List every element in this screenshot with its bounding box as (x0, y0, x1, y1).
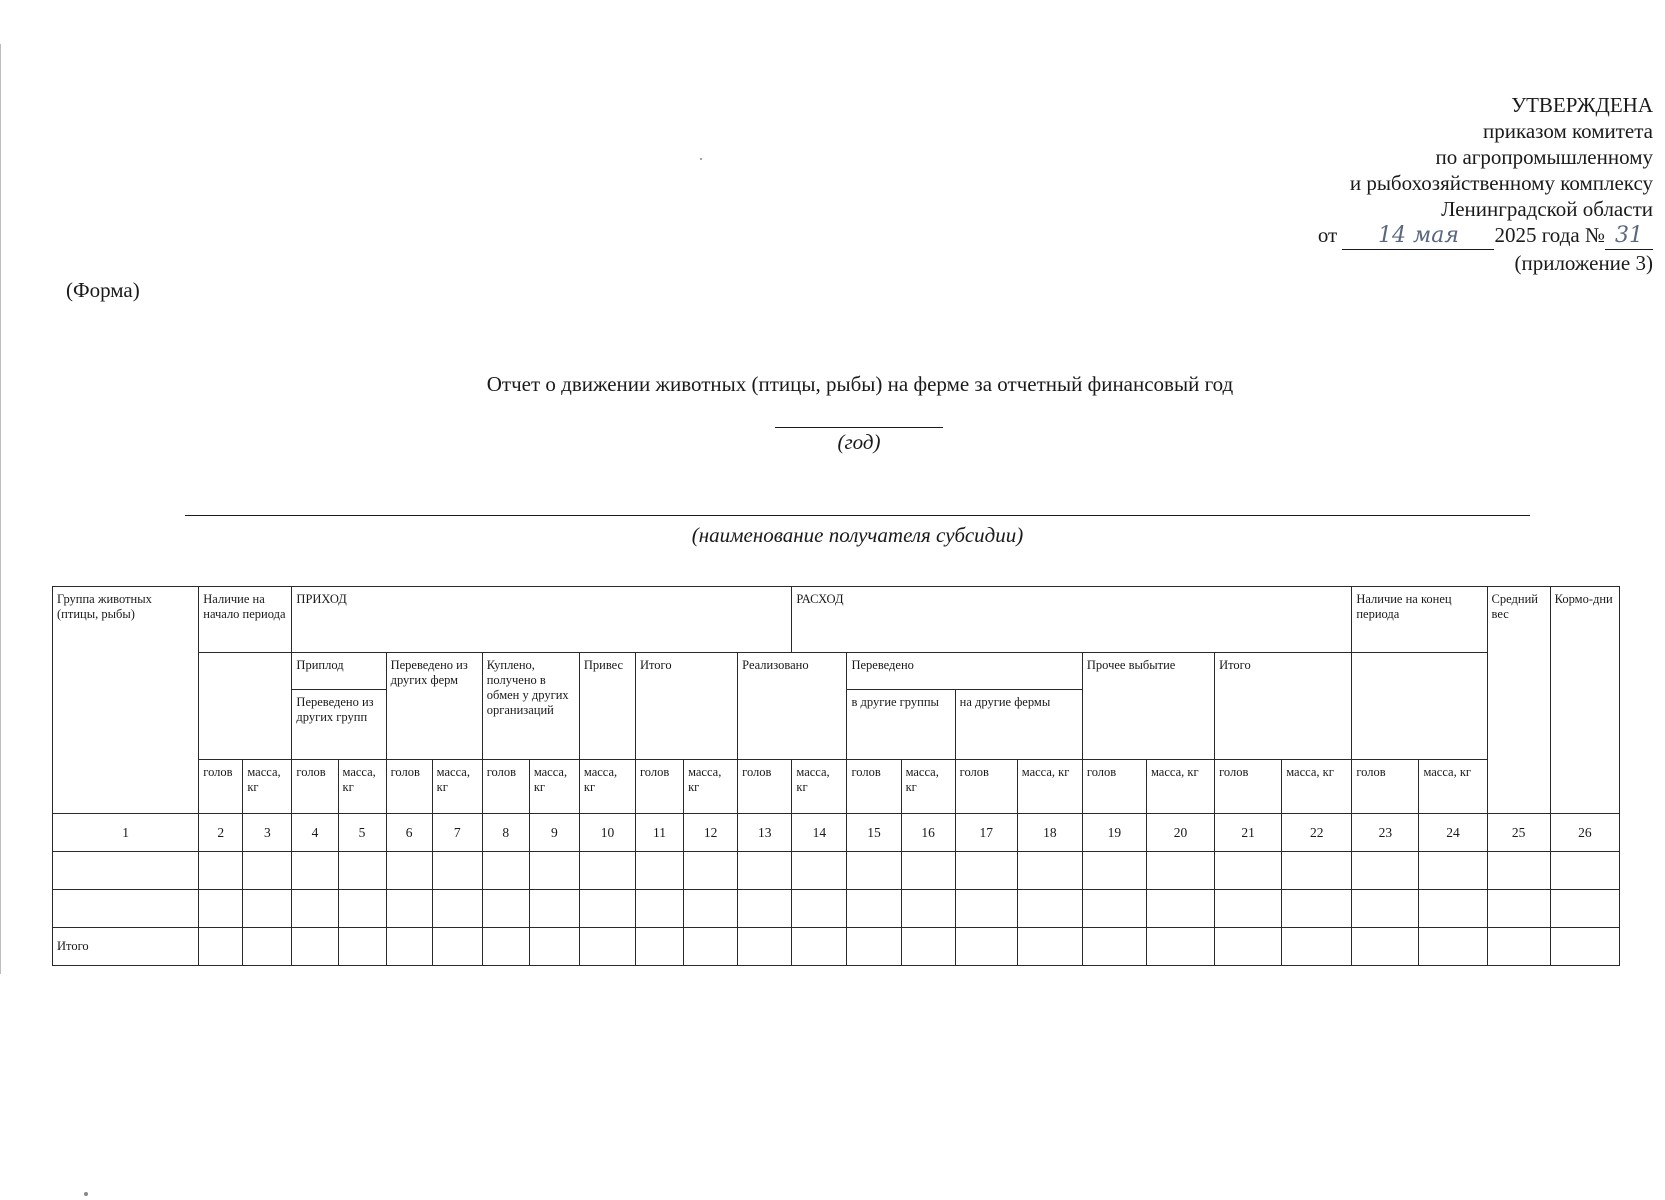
header-bought: Куплено, получено в обмен у других организаций (482, 653, 579, 760)
table-cell (1017, 890, 1082, 928)
column-number: 13 (738, 814, 792, 852)
table-cell (955, 928, 1017, 966)
table-cell (482, 852, 529, 890)
column-number: 15 (847, 814, 901, 852)
unit-mass: масса, кг (529, 760, 579, 814)
table-cell (529, 852, 579, 890)
table-cell (1215, 890, 1282, 928)
unit-heads: голов (635, 760, 683, 814)
table-cell (432, 890, 482, 928)
table-cell (684, 852, 738, 890)
unit-mass: масса, кг (243, 760, 292, 814)
table-cell (243, 852, 292, 890)
recipient-fill-line (185, 515, 1530, 516)
table-cell (53, 890, 199, 928)
column-number: 10 (579, 814, 635, 852)
approval-line-complex: и рыбохозяйственному комплексу (1349, 171, 1653, 195)
header-end-of-period: Наличие на конец периода (1352, 587, 1487, 653)
table-cell (1146, 852, 1214, 890)
unit-heads: голов (482, 760, 529, 814)
unit-mass: масса, кг (338, 760, 386, 814)
column-number: 21 (1215, 814, 1282, 852)
table-cell (738, 852, 792, 890)
header-sold: Реализовано (738, 653, 847, 760)
table-cell (792, 852, 847, 890)
column-number: 12 (684, 814, 738, 852)
table-cell (292, 928, 338, 966)
total-row-label: Итого (53, 928, 199, 966)
table-cell (1487, 852, 1550, 890)
column-number: 7 (432, 814, 482, 852)
header-end-blank (1352, 653, 1487, 760)
header-to-other-groups: в другие группы (847, 690, 955, 760)
unit-mass: масса, кг (579, 760, 635, 814)
approval-year-text: 2025 года № (1494, 223, 1605, 247)
table-cell (243, 928, 292, 966)
table-cell (1487, 890, 1550, 928)
header-expense: РАСХОД (792, 587, 1352, 653)
table-cell (338, 852, 386, 890)
column-number: 19 (1082, 814, 1146, 852)
handwritten-order-number: 31 (1605, 223, 1653, 250)
table-cell (847, 928, 901, 966)
unit-heads: голов (1352, 760, 1419, 814)
table-cell (432, 852, 482, 890)
header-income-total: Итого (635, 653, 737, 760)
table-cell (1419, 928, 1487, 966)
report-title: Отчет о движении животных (птицы, рыбы) на ферме за отчетный финансовый год (486, 372, 1234, 396)
table-cell (1146, 928, 1214, 966)
unit-heads: голов (955, 760, 1017, 814)
unit-heads: голов (199, 760, 243, 814)
table-row-total (53, 928, 1620, 966)
approval-line-order: приказом комитета (1482, 119, 1653, 143)
table-cell (1282, 890, 1352, 928)
column-number: 11 (635, 814, 683, 852)
unit-heads: голов (738, 760, 792, 814)
scan-speck (84, 1192, 88, 1196)
table-cell (1550, 928, 1619, 966)
column-number: 9 (529, 814, 579, 852)
column-number: 25 (1487, 814, 1550, 852)
year-fill-line (775, 427, 943, 428)
unit-heads: голов (1082, 760, 1146, 814)
column-number: 16 (901, 814, 955, 852)
table-cell (199, 890, 243, 928)
table-cell (1550, 852, 1619, 890)
header-to-other-farms: на другие фермы (955, 690, 1082, 760)
table-cell (1282, 928, 1352, 966)
approval-stamp-block (1033, 92, 1653, 276)
header-animal-group: Группа животных (птицы, рыбы) (53, 587, 199, 814)
column-number: 2 (199, 814, 243, 852)
header-other-disposal: Прочее выбытие (1082, 653, 1214, 760)
table-cell (635, 928, 683, 966)
table-cell (1419, 890, 1487, 928)
column-number: 14 (792, 814, 847, 852)
header-start-of-period: Наличие на начало периода (199, 587, 292, 653)
table-cell (901, 890, 955, 928)
table-cell (338, 890, 386, 928)
table-cell (1017, 928, 1082, 966)
table-cell (847, 890, 901, 928)
header-transferred: Переведено (847, 653, 1082, 690)
table-cell (1082, 890, 1146, 928)
unit-mass: масса, кг (1419, 760, 1487, 814)
handwritten-date: 14 мая (1342, 223, 1494, 250)
column-number: 17 (955, 814, 1017, 852)
table-cell (901, 852, 955, 890)
header-feed-days: Кормо-дни (1550, 587, 1619, 814)
scan-speck (700, 158, 702, 160)
table-cell (1487, 928, 1550, 966)
animal-movement-table (52, 586, 1620, 966)
table-cell (1352, 852, 1419, 890)
table-cell (482, 890, 529, 928)
column-number: 24 (1419, 814, 1487, 852)
column-number: 1 (53, 814, 199, 852)
header-average-weight: Средний вес (1487, 587, 1550, 814)
table-cell (684, 890, 738, 928)
table-cell (53, 852, 199, 890)
unit-mass: масса, кг (432, 760, 482, 814)
table-cell (792, 890, 847, 928)
table-cell (386, 890, 432, 928)
table-cell (635, 852, 683, 890)
approval-date-prefix: от (1317, 223, 1338, 247)
table-cell (1419, 852, 1487, 890)
table-cell (847, 852, 901, 890)
table-cell (432, 928, 482, 966)
page-left-edge (0, 44, 1, 974)
unit-heads: голов (1215, 760, 1282, 814)
header-start-blank (199, 653, 292, 760)
form-label: (Форма) (66, 278, 140, 302)
unit-mass: масса, кг (901, 760, 955, 814)
column-number: 6 (386, 814, 432, 852)
unit-mass: масса, кг (792, 760, 847, 814)
header-expense-total: Итого (1215, 653, 1352, 760)
table-cell (955, 890, 1017, 928)
column-number: 8 (482, 814, 529, 852)
unit-mass: масса, кг (1017, 760, 1082, 814)
header-gain: Привес (579, 653, 635, 760)
unit-mass: масса, кг (684, 760, 738, 814)
approval-line-committee: по агропромышленному (1435, 145, 1653, 169)
table-cell (792, 928, 847, 966)
table-cell (1082, 852, 1146, 890)
column-number: 23 (1352, 814, 1419, 852)
table-cell (199, 852, 243, 890)
table-cell (386, 928, 432, 966)
header-income: ПРИХОД (292, 587, 792, 653)
recipient-caption: (наименование получателя субсидии) (691, 523, 1024, 547)
approval-title: УТВЕРЖДЕНА (1511, 93, 1653, 117)
table-cell (199, 928, 243, 966)
column-number: 20 (1146, 814, 1214, 852)
table-cell (1082, 928, 1146, 966)
table-cell (955, 852, 1017, 890)
column-number: 3 (243, 814, 292, 852)
unit-heads: голов (847, 760, 901, 814)
column-number: 4 (292, 814, 338, 852)
column-number: 26 (1550, 814, 1619, 852)
table-row (53, 890, 1620, 928)
table-cell (292, 890, 338, 928)
table-cell (1146, 890, 1214, 928)
column-number-row (53, 814, 1620, 852)
header-moved-from-groups: Переведено из других групп (292, 690, 386, 760)
column-number: 5 (338, 814, 386, 852)
table-cell (684, 928, 738, 966)
table-cell (529, 928, 579, 966)
table-cell (1282, 852, 1352, 890)
approval-date-line (1033, 222, 1653, 250)
table-cell (529, 890, 579, 928)
header-offspring: Приплод (292, 653, 386, 690)
approval-attachment: (приложение 3) (1514, 251, 1653, 275)
table-cell (635, 890, 683, 928)
unit-heads: голов (386, 760, 432, 814)
header-moved-from-farms: Переведено из других ферм (386, 653, 482, 760)
table-cell (338, 928, 386, 966)
column-number: 22 (1282, 814, 1352, 852)
table-cell (482, 928, 529, 966)
table-cell (292, 852, 338, 890)
table-cell (579, 928, 635, 966)
unit-mass: масса, кг (1282, 760, 1352, 814)
unit-mass: масса, кг (1146, 760, 1214, 814)
table-cell (243, 890, 292, 928)
unit-heads: голов (292, 760, 338, 814)
table-cell (1215, 928, 1282, 966)
table-cell (1215, 852, 1282, 890)
table-cell (901, 928, 955, 966)
table-cell (1352, 928, 1419, 966)
year-caption: (год) (837, 430, 881, 454)
table-cell (386, 852, 432, 890)
table-cell (738, 890, 792, 928)
table-cell (738, 928, 792, 966)
table-cell (1550, 890, 1619, 928)
table-row (53, 852, 1620, 890)
table-cell (1352, 890, 1419, 928)
approval-line-region: Ленинградской области (1441, 197, 1653, 221)
table-cell (1017, 852, 1082, 890)
table-cell (579, 852, 635, 890)
column-number: 18 (1017, 814, 1082, 852)
table-cell (579, 890, 635, 928)
